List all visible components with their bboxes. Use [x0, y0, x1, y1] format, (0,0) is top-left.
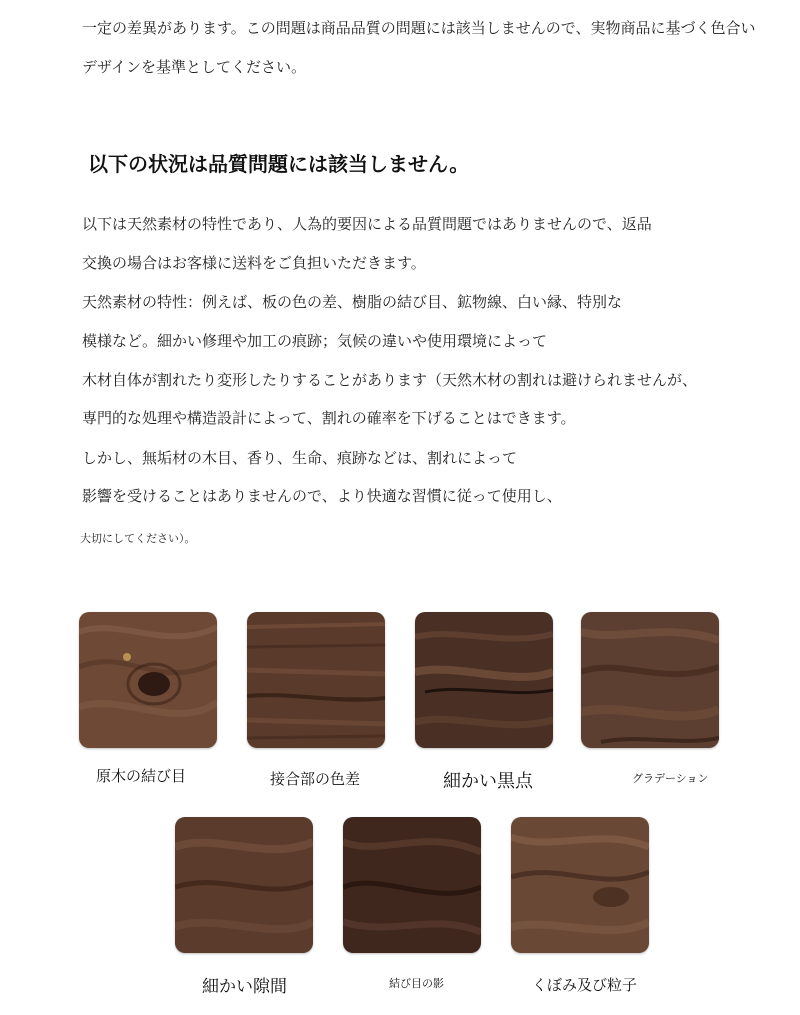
- caption-knot: 原木の結び目: [96, 767, 187, 785]
- body-line-4: 模様など。細かい修理や加工の痕跡；気候の違いや使用環境によって: [82, 332, 548, 350]
- wood-sample-knot: [79, 612, 217, 748]
- intro-line-2: デザインを基準としてください。: [82, 58, 306, 76]
- body-line-7: しかし、無垢材の木目、香り、生命、痕跡などは、割れによって: [82, 449, 518, 467]
- wood-joint-image: [247, 612, 385, 748]
- caption-dent: くぼみ及び粒子: [532, 976, 638, 994]
- body-line-9: 大切にしてください）。: [80, 532, 196, 545]
- body-line-5: 木材自体が割れたり変形したりすることがあります（天然木材の割れは避けられませんが、: [82, 371, 698, 389]
- wood-dent-image: [511, 817, 649, 953]
- wood-knot-image: [79, 612, 217, 748]
- body-line-3: 天然素材の特性：例えば、板の色の差、樹脂の結び目、鉱物線、白い縁、特別な: [82, 293, 623, 311]
- wood-sample-gap: [175, 817, 313, 953]
- caption-gradient: グラデーション: [632, 772, 709, 785]
- body-line-2: 交換の場合はお客様に送料をご負担いただきます。: [82, 254, 426, 272]
- body-line-6: 専門的な処理や構造設計によって、割れの確率を下げることはできます。: [82, 409, 576, 427]
- wood-dots-image: [415, 612, 553, 748]
- wood-sample-dots: [415, 612, 553, 748]
- caption-joint: 接合部の色差: [270, 770, 361, 788]
- body-line-1: 以下は天然素材の特性であり、人為的要因による品質問題ではありませんので、返品: [82, 215, 652, 233]
- wood-gap-image: [175, 817, 313, 953]
- wood-sample-joint: [247, 612, 385, 748]
- section-title: 以下の状況は品質問題には該当しません。: [88, 152, 470, 176]
- caption-gap: 細かい隙間: [202, 977, 287, 997]
- body-line-8: 影響を受けることはありませんので、より快適な習慣に従って使用し、: [82, 487, 562, 505]
- wood-sample-gradient: [581, 612, 719, 748]
- caption-shadow: 結び目の影: [389, 977, 444, 990]
- wood-sample-shadow: [343, 817, 481, 953]
- wood-shadow-image: [343, 817, 481, 953]
- wood-sample-dent: [511, 817, 649, 953]
- caption-dots: 細かい黒点: [443, 771, 533, 792]
- intro-line-1: 一定の差異があります。この問題は商品品質の問題には該当しませんので、実物商品に基づく色合い: [82, 19, 756, 37]
- wood-gradient-image: [581, 612, 719, 748]
